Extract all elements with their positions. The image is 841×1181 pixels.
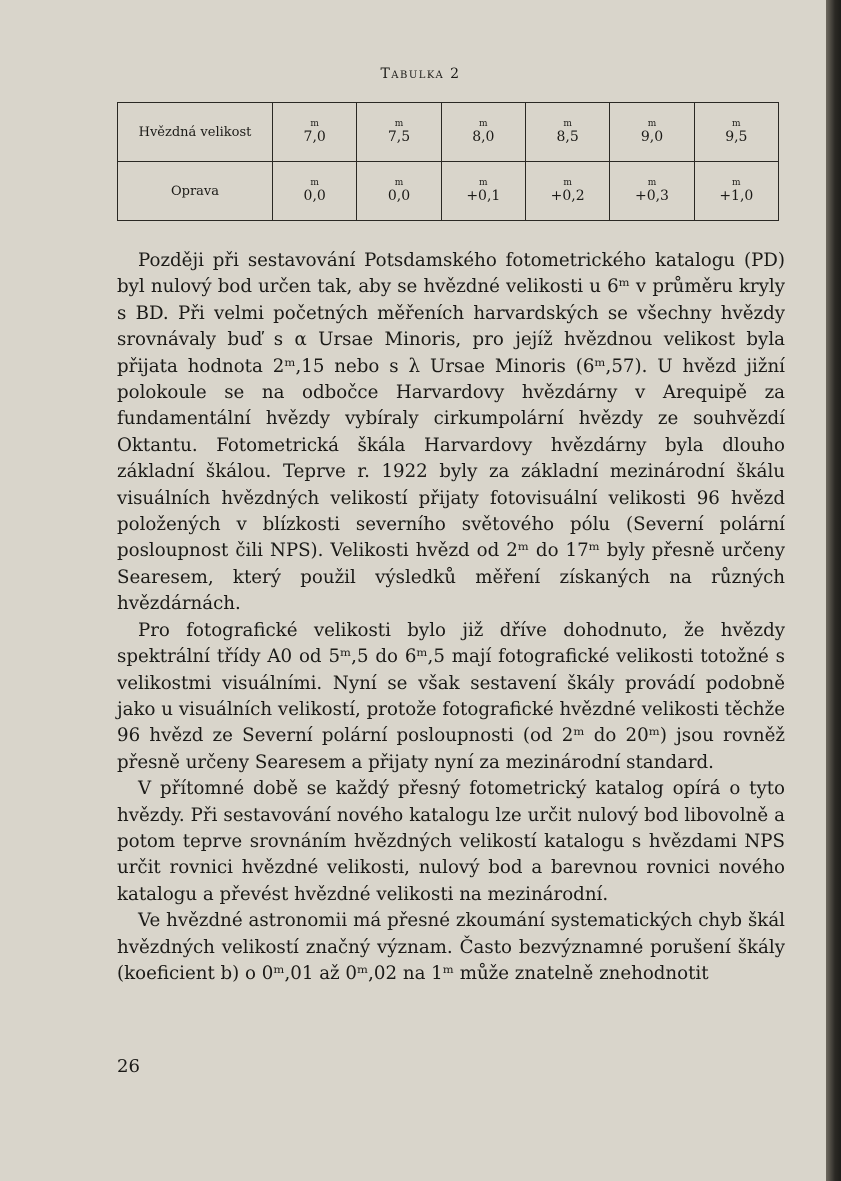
table-cell: m +0,1 (441, 162, 525, 221)
magnitude-correction-table (117, 102, 779, 221)
table-cell: m 0,0 (273, 162, 357, 221)
paragraph: Později při sestavování Potsdamského fotometrického katalogu (PD) byl nulový bod určen tak, aby se hvězdné velikosti u 6ᵐ v průměru kryly s BD. Při velmi početných měřeních harvardských se všechny hvězdy srovnávaly buď s α Ursae Minoris, pro jejíž hvězdnou velikost byla přijata hodnota 2ᵐ,15 nebo s λ Ursae Minoris (6ᵐ,57). U hvězd jižní polokoule se na odbočce Harvardovy hvězdárny v Arequipě za fundamentální hvězdy vybíraly cirkumpolární hvězdy ze souhvězdí Oktantu. Fotometrická škála Harvardovy hvězdárny byla dlouho základní škálou. Teprve r. 1922 byly za základní mezinárodní škálu visuálních hvězdných velikostí přijaty fotovisuální velikosti 96 hvězd položených v blízkosti severního světového pólu (Severní polární posloupnost čili NPS). Velikosti hvězd od 2ᵐ do 17ᵐ byly přesně určeny Searesem, který použil výsledků měření získaných na různých hvězdárnách. (117, 250, 785, 615)
paragraph: V přítomné době se každý přesný fotometrický katalog opírá o tyto hvězdy. Při sestavování nového katalogu lze určit nulový bod libovolně a potom teprve srovnáním hvězdných velikostí katalogu s hvězdami NPS určit rovnici hvězdné velikosti, nulový bod a barevnou rovnici nového katalogu a převést hvězdné velikosti na mezinárodní. (117, 778, 785, 905)
body-text (117, 248, 785, 987)
row-label-magnitude: Hvězdná velikost (118, 103, 273, 162)
page-edge-shadow (826, 0, 841, 1181)
row-label-correction: Oprava (118, 162, 273, 221)
table-cell: m 7,0 (273, 103, 357, 162)
paragraph: Pro fotografické velikosti bylo již dříve dohodnuto, že hvězdy spektrální třídy A0 od 5ᵐ,5 do 6ᵐ,5 mají fotografické velikosti totožné s velikostmi visuálními. Nyní se však sestavení škály provádí podobně jako u visuálních velikostí, protože fotografické hvězdné velikosti těchže 96 hvězd ze Severní polární posloupnosti (od 2ᵐ do 20ᵐ) jsou rovněž přesně určeny Searesem a přijaty nyní za mezinárodní standard. (117, 619, 785, 773)
table-cell: m +0,2 (525, 162, 609, 221)
table-cell: m 8,0 (441, 103, 525, 162)
table-cell: m 9,5 (694, 103, 778, 162)
table-cell: m 7,5 (357, 103, 441, 162)
table-cell: m +0,3 (610, 162, 694, 221)
paragraph: Ve hvězdné astronomii má přesné zkoumání systematických chyb škál hvězdných velikostí značný význam. Často bezvýznamné porušení škály (koeficient b) o 0ᵐ,01 až 0ᵐ,02 na 1ᵐ může znatelně znehodnotit (117, 910, 785, 984)
table-cell: m +1,0 (694, 162, 778, 221)
table-cell: m 8,5 (525, 103, 609, 162)
table-cell: m 0,0 (357, 162, 441, 221)
table-row (118, 162, 779, 221)
page-number: 26 (117, 1056, 140, 1077)
table-row (118, 103, 779, 162)
table-cell: m 9,0 (610, 103, 694, 162)
table-caption: Tabulka 2 (380, 66, 461, 82)
